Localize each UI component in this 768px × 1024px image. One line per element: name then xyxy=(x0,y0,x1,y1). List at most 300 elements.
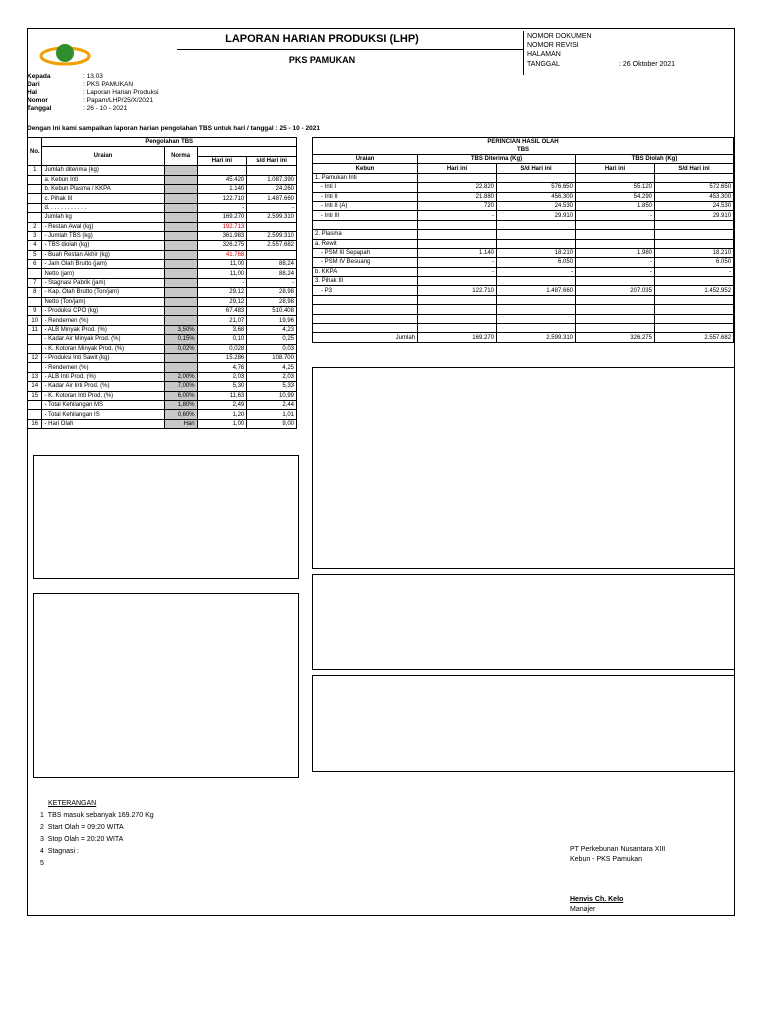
col-hari-ini: Hari ini xyxy=(576,164,655,173)
row-label: - Rendemen (%) xyxy=(42,363,164,372)
table-row xyxy=(313,248,734,257)
table-row xyxy=(28,166,297,175)
row-value xyxy=(576,173,655,182)
row-norma xyxy=(164,307,197,316)
row-hari-ini: 67.483 xyxy=(197,307,247,316)
row-value xyxy=(418,239,497,248)
row-label: - PSM III Sepapah xyxy=(313,248,418,257)
table-row xyxy=(28,222,297,231)
row-sd-hari-ini xyxy=(247,222,297,231)
row-label xyxy=(313,220,418,229)
row-no: 10 xyxy=(28,316,42,325)
row-label: - Inti II xyxy=(313,192,418,201)
table-row xyxy=(28,391,297,400)
row-sd-hari-ini: 28,98 xyxy=(247,297,297,306)
row-label: - Jumlah TBS (kg) xyxy=(42,231,164,240)
table-row xyxy=(313,333,734,342)
row-no: 4 xyxy=(28,241,42,250)
table-row xyxy=(313,258,734,267)
row-value: - xyxy=(418,267,497,276)
row-value: 21.880 xyxy=(418,192,497,201)
row-sd-hari-ini xyxy=(247,166,297,175)
row-sd-hari-ini: 2,44 xyxy=(247,400,297,409)
row-hari-ini: 0,028 xyxy=(197,344,247,353)
table-row xyxy=(28,410,297,419)
note-text: Start Olah = 09:20 WITA xyxy=(47,824,124,831)
row-hari-ini xyxy=(197,166,247,175)
row-value: 456.300 xyxy=(497,192,576,201)
row-norma xyxy=(164,250,197,259)
row-norma xyxy=(164,213,197,222)
row-sd-hari-ini: 0,25 xyxy=(247,335,297,344)
row-no: 9 xyxy=(28,307,42,316)
table-row xyxy=(28,241,297,250)
table-row xyxy=(313,201,734,210)
row-value xyxy=(497,277,576,286)
meta-label: NOMOR REVISI xyxy=(527,42,579,49)
row-value xyxy=(418,230,497,239)
row-norma xyxy=(164,241,197,250)
address-value: : 26 - 10 - 2021 xyxy=(83,105,128,112)
jam-kempa-section xyxy=(33,593,299,778)
row-value xyxy=(418,314,497,323)
col-uraian: Uraian xyxy=(42,147,164,166)
col-diterima: TBS Diterima (Kg) xyxy=(418,155,576,164)
row-label: - Kadar Air Inti Prod. (%) xyxy=(42,382,164,391)
row-sd-hari-ini: 88,24 xyxy=(247,269,297,278)
table-row xyxy=(28,372,297,381)
row-sd-hari-ini: 2.599.310 xyxy=(247,231,297,240)
row-value: 122.710 xyxy=(418,286,497,295)
note-no: 3 xyxy=(40,836,44,843)
row-no: 7 xyxy=(28,278,42,287)
row-value: 169.270 xyxy=(418,333,497,342)
row-hari-ini: 45.420 xyxy=(197,175,247,184)
row-value: 207.035 xyxy=(576,286,655,295)
row-no: 3 xyxy=(28,231,42,240)
row-norma xyxy=(164,184,197,193)
row-hari-ini: 122.710 xyxy=(197,194,247,203)
row-sd-hari-ini: 28,98 xyxy=(247,288,297,297)
row-label: - PSM IV Besuang xyxy=(313,258,418,267)
row-norma xyxy=(164,269,197,278)
row-label: Jumlah kg xyxy=(42,213,164,222)
table-row xyxy=(28,278,297,287)
row-norma xyxy=(164,297,197,306)
row-value xyxy=(576,239,655,248)
row-hari-ini: 21,07 xyxy=(197,316,247,325)
table-row xyxy=(313,239,734,248)
row-norma: 0,15% xyxy=(164,335,197,344)
note-no: 1 xyxy=(40,812,44,819)
col-hari-ini: Hari ini xyxy=(197,156,247,165)
table-row xyxy=(313,192,734,201)
address-block xyxy=(27,73,159,113)
table-row xyxy=(28,213,297,222)
row-label: d. . . . . . . . . . . . xyxy=(42,203,164,212)
row-label: Jumlah diterima (kg) xyxy=(42,166,164,175)
address-key: Dari xyxy=(27,81,40,88)
row-norma: 6,00% xyxy=(164,391,197,400)
row-label: 2. Plasma xyxy=(313,230,418,239)
table-row xyxy=(313,305,734,314)
table-row xyxy=(313,324,734,333)
row-no: 12 xyxy=(28,353,42,362)
row-value xyxy=(418,305,497,314)
row-value xyxy=(655,230,734,239)
row-value: 29.910 xyxy=(655,211,734,220)
signature-block xyxy=(570,846,665,916)
row-value xyxy=(576,324,655,333)
table-row xyxy=(28,184,297,193)
row-hari-ini: - xyxy=(197,203,247,212)
table-row xyxy=(28,175,297,184)
row-norma xyxy=(164,353,197,362)
row-label: - Total Kehilangan IS xyxy=(42,410,164,419)
row-hari-ini: 3,68 xyxy=(197,325,247,334)
row-value: 1.850 xyxy=(576,201,655,210)
row-value xyxy=(576,314,655,323)
row-label: Netto (Ton/jam) xyxy=(42,297,164,306)
row-value xyxy=(497,230,576,239)
row-no: 11 xyxy=(28,325,42,334)
meta-label: HALAMAN xyxy=(527,51,561,58)
row-value: 2.557.682 xyxy=(655,333,734,342)
table-row xyxy=(313,211,734,220)
row-norma xyxy=(164,288,197,297)
note-text: TBS masuk sebanyak 169.270 Kg xyxy=(47,812,154,819)
row-label: c. Pihak III xyxy=(42,194,164,203)
row-value: 6.050 xyxy=(655,258,734,267)
row-hari-ini: 2,49 xyxy=(197,400,247,409)
table-row xyxy=(28,363,297,372)
address-value: : Papam/LHP/25/X/2021 xyxy=(83,97,154,104)
row-no xyxy=(28,363,42,372)
row-value xyxy=(655,239,734,248)
row-norma: 2,00% xyxy=(164,372,197,381)
row-value: - xyxy=(655,267,734,276)
row-hari-ini: - xyxy=(197,278,247,287)
row-value xyxy=(655,324,734,333)
row-sd-hari-ini: - xyxy=(247,278,297,287)
section-title: Pengolahan TBS xyxy=(42,138,297,147)
row-label: - Rendemen (%) xyxy=(42,316,164,325)
row-label: - ALB Inti Prod. (%) xyxy=(42,372,164,381)
row-norma xyxy=(164,166,197,175)
row-value: 55.120 xyxy=(576,183,655,192)
row-value xyxy=(655,173,734,182)
row-sd-hari-ini: 4,23 xyxy=(247,325,297,334)
address-value: : PKS PAMUKAN xyxy=(83,81,134,88)
row-sd-hari-ini: 2.599.310 xyxy=(247,213,297,222)
row-label: - Inti I xyxy=(313,183,418,192)
meta-label: NOMOR DOKUMEN xyxy=(527,33,592,40)
row-label: - Produksi CPO (kg) xyxy=(42,307,164,316)
row-label: - Kap. Olah Brutto (Ton/jam) xyxy=(42,288,164,297)
row-value: - xyxy=(418,258,497,267)
table-row xyxy=(28,250,297,259)
row-no: 13 xyxy=(28,372,42,381)
row-hari-ini: 4,76 xyxy=(197,363,247,372)
row-label: - Produksi Inti Sawit (kg) xyxy=(42,353,164,362)
row-norma xyxy=(164,175,197,184)
report-header xyxy=(27,31,733,75)
table-row xyxy=(28,203,297,212)
report-title: LAPORAN HARIAN PRODUKSI (LHP) xyxy=(225,33,419,45)
row-value xyxy=(576,295,655,304)
table-row xyxy=(28,400,297,409)
row-label: - Kadar Air Minyak Prod. (%) xyxy=(42,335,164,344)
col-no: No. xyxy=(28,138,42,166)
row-value: 576.650 xyxy=(497,183,576,192)
row-no: 8 xyxy=(28,288,42,297)
address-key: Nomor xyxy=(27,97,48,104)
row-sd-hari-ini: 5,33 xyxy=(247,382,297,391)
row-no xyxy=(28,175,42,184)
note-no: 2 xyxy=(40,824,44,831)
row-value xyxy=(497,239,576,248)
address-key: Kepada xyxy=(27,73,51,80)
document-meta xyxy=(523,31,734,75)
note-no: 5 xyxy=(40,860,44,867)
row-hari-ini: 29,12 xyxy=(197,297,247,306)
row-value: 29.910 xyxy=(497,211,576,220)
row-norma xyxy=(164,316,197,325)
address-value: : Laporan Harian Produksi xyxy=(83,89,159,96)
row-value: 1.487.660 xyxy=(497,286,576,295)
row-value: 6.050 xyxy=(497,258,576,267)
row-hari-ini: 11,00 xyxy=(197,269,247,278)
row-hari-ini: 361.983 xyxy=(197,231,247,240)
col-hari-ini: Hari ini xyxy=(418,164,497,173)
row-label: - Total Kehilangan MS xyxy=(42,400,164,409)
table-row xyxy=(28,307,297,316)
row-norma: 1,80% xyxy=(164,400,197,409)
row-sd-hari-ini: 9,00 xyxy=(247,419,297,428)
row-norma xyxy=(164,231,197,240)
row-label: - Stagnasi Pabrik (jam) xyxy=(42,278,164,287)
row-value: 453.300 xyxy=(655,192,734,201)
perincian-title: PERINCIAN HASIL OLAH TBS xyxy=(313,138,734,155)
row-norma xyxy=(164,278,197,287)
row-no xyxy=(28,203,42,212)
row-hari-ini: 41.768 xyxy=(197,250,247,259)
row-no xyxy=(28,400,42,409)
row-hari-ini: 11,63 xyxy=(197,391,247,400)
table-row xyxy=(28,419,297,428)
row-label: Netto (jam) xyxy=(42,269,164,278)
perincian-table xyxy=(312,137,734,343)
row-label xyxy=(313,305,418,314)
row-value xyxy=(497,295,576,304)
row-hari-ini: 11,00 xyxy=(197,260,247,269)
signature-company: PT Perkebunan Nusantara XIII xyxy=(570,846,666,853)
row-no xyxy=(28,297,42,306)
row-norma: 3,50% xyxy=(164,325,197,334)
row-value: 54.290 xyxy=(576,192,655,201)
company-logo xyxy=(37,36,93,72)
table-row xyxy=(313,220,734,229)
intro-text: Dengan ini kami sampaikan laporan harian pengolahan TBS untuk hari / tanggal : 25 - 10 - 2021 xyxy=(27,125,320,132)
table-row xyxy=(28,269,297,278)
persediaan-section xyxy=(312,675,735,772)
table-row xyxy=(28,297,297,306)
row-label xyxy=(313,314,418,323)
row-value xyxy=(655,277,734,286)
row-value xyxy=(418,295,497,304)
row-sd-hari-ini xyxy=(247,250,297,259)
row-label: - ALB Minyak Prod. (%) xyxy=(42,325,164,334)
address-key: Hal xyxy=(27,89,38,96)
row-value xyxy=(655,314,734,323)
pengiriman-section xyxy=(312,574,735,670)
row-hari-ini: 1,20 xyxy=(197,410,247,419)
row-value: - xyxy=(497,267,576,276)
row-label: - K. Kotoran Minyak Prod. (%) xyxy=(42,344,164,353)
row-norma: 0,02% xyxy=(164,344,197,353)
fraksi-section xyxy=(33,455,299,579)
row-label xyxy=(313,295,418,304)
row-value xyxy=(497,173,576,182)
row-label: - K. Kotoran Inti Prod. (%) xyxy=(42,391,164,400)
row-no: 14 xyxy=(28,382,42,391)
table-row xyxy=(28,194,297,203)
row-norma xyxy=(164,222,197,231)
row-norma xyxy=(164,203,197,212)
row-sd-hari-ini: 510.408 xyxy=(247,307,297,316)
table-row xyxy=(28,260,297,269)
row-value: 1.980 xyxy=(576,248,655,257)
row-value xyxy=(576,305,655,314)
row-value: 22.820 xyxy=(418,183,497,192)
row-value xyxy=(418,324,497,333)
row-value: 720 xyxy=(418,201,497,210)
row-label: - TBS diolah (kg) xyxy=(42,241,164,250)
row-label: b. Kebun Plasma / KKPA xyxy=(42,184,164,193)
row-value xyxy=(655,305,734,314)
col-sd-hari-ini: S/d Hari ini xyxy=(655,164,734,173)
row-label: - Buah Restan Akhir (kg) xyxy=(42,250,164,259)
row-hari-ini: 169.270 xyxy=(197,213,247,222)
row-no xyxy=(28,213,42,222)
row-sd-hari-ini: 0,03 xyxy=(247,344,297,353)
row-hari-ini: 15.286 xyxy=(197,353,247,362)
row-value: - xyxy=(418,211,497,220)
row-no xyxy=(28,335,42,344)
row-value xyxy=(576,220,655,229)
row-no: 2 xyxy=(28,222,42,231)
row-label: a. Rewit xyxy=(313,239,418,248)
row-sd-hari-ini: 10,99 xyxy=(247,391,297,400)
row-sd-hari-ini: 24.260 xyxy=(247,184,297,193)
row-sd-hari-ini: 1.087.390 xyxy=(247,175,297,184)
table-row xyxy=(313,314,734,323)
signature-name: Henvis Ch. Kelo xyxy=(570,896,624,903)
row-hari-ini: 326.275 xyxy=(197,241,247,250)
row-no xyxy=(28,194,42,203)
row-hari-ini: 0,10 xyxy=(197,335,247,344)
row-norma: 0,60% xyxy=(164,410,197,419)
row-value: 24.530 xyxy=(655,201,734,210)
col-diolah: TBS Diolah (Kg) xyxy=(576,155,734,164)
row-norma xyxy=(164,260,197,269)
row-value: 24.530 xyxy=(497,201,576,210)
row-value xyxy=(418,173,497,182)
row-value xyxy=(497,220,576,229)
col-uraian: Uraian xyxy=(313,155,418,164)
row-value xyxy=(418,220,497,229)
row-value: - xyxy=(576,211,655,220)
unit-name: PKS PAMUKAN xyxy=(288,55,356,65)
note-text: Stagnasi : xyxy=(47,848,79,855)
row-value: 18.210 xyxy=(655,248,734,257)
row-label: - Jam Olah Brutto (jam) xyxy=(42,260,164,269)
table-row xyxy=(28,335,297,344)
row-value: 2.599.310 xyxy=(497,333,576,342)
row-no xyxy=(28,410,42,419)
note-no: 4 xyxy=(40,848,44,855)
table-row xyxy=(313,286,734,295)
row-no xyxy=(28,269,42,278)
row-label: b. KKPA xyxy=(313,267,418,276)
row-no: 15 xyxy=(28,391,42,400)
row-no: 16 xyxy=(28,419,42,428)
row-label: - Hari Olah xyxy=(42,419,164,428)
row-label: - Inti III xyxy=(313,211,418,220)
row-no: 6 xyxy=(28,260,42,269)
row-sd-hari-ini: 88,24 xyxy=(247,260,297,269)
col-sd-hari-ini: S/d Hari ini xyxy=(497,164,576,173)
row-no xyxy=(28,344,42,353)
row-value: - xyxy=(576,267,655,276)
table-row xyxy=(28,288,297,297)
tanggal-value: : 26 Oktober 2021 xyxy=(619,61,676,68)
table-row xyxy=(313,230,734,239)
row-sd-hari-ini: 1.487.660 xyxy=(247,194,297,203)
table-row xyxy=(28,231,297,240)
row-sd-hari-ini: 1,01 xyxy=(247,410,297,419)
row-value: - xyxy=(576,258,655,267)
row-value: 326.275 xyxy=(576,333,655,342)
row-value xyxy=(418,277,497,286)
row-label: - Restan Awal (kg) xyxy=(42,222,164,231)
row-norma xyxy=(164,194,197,203)
row-hari-ini: 1.140 xyxy=(197,184,247,193)
row-sd-hari-ini: 19,96 xyxy=(247,316,297,325)
table-row xyxy=(313,183,734,192)
table-row xyxy=(28,344,297,353)
address-value: : 13.03 xyxy=(83,73,103,80)
notes-title: KETERANGAN xyxy=(48,800,97,807)
row-value: 572.650 xyxy=(655,183,734,192)
row-label: - Inti II (A) xyxy=(313,201,418,210)
row-value xyxy=(576,230,655,239)
row-sd-hari-ini: 4,25 xyxy=(247,363,297,372)
signature-unit: Kebun - PKS Pamukan xyxy=(570,856,642,863)
row-value xyxy=(497,314,576,323)
pengolahan-table xyxy=(27,137,297,429)
row-no xyxy=(28,184,42,193)
col-kebun: Kebun xyxy=(313,164,418,173)
notes-block xyxy=(40,800,154,872)
signature-role: Manajer xyxy=(570,906,596,913)
row-value xyxy=(497,324,576,333)
row-label: - P3 xyxy=(313,286,418,295)
row-label: 3. Pihak III xyxy=(313,277,418,286)
table-row xyxy=(28,325,297,334)
row-label: a. Kebun Inti xyxy=(42,175,164,184)
table-row xyxy=(313,267,734,276)
